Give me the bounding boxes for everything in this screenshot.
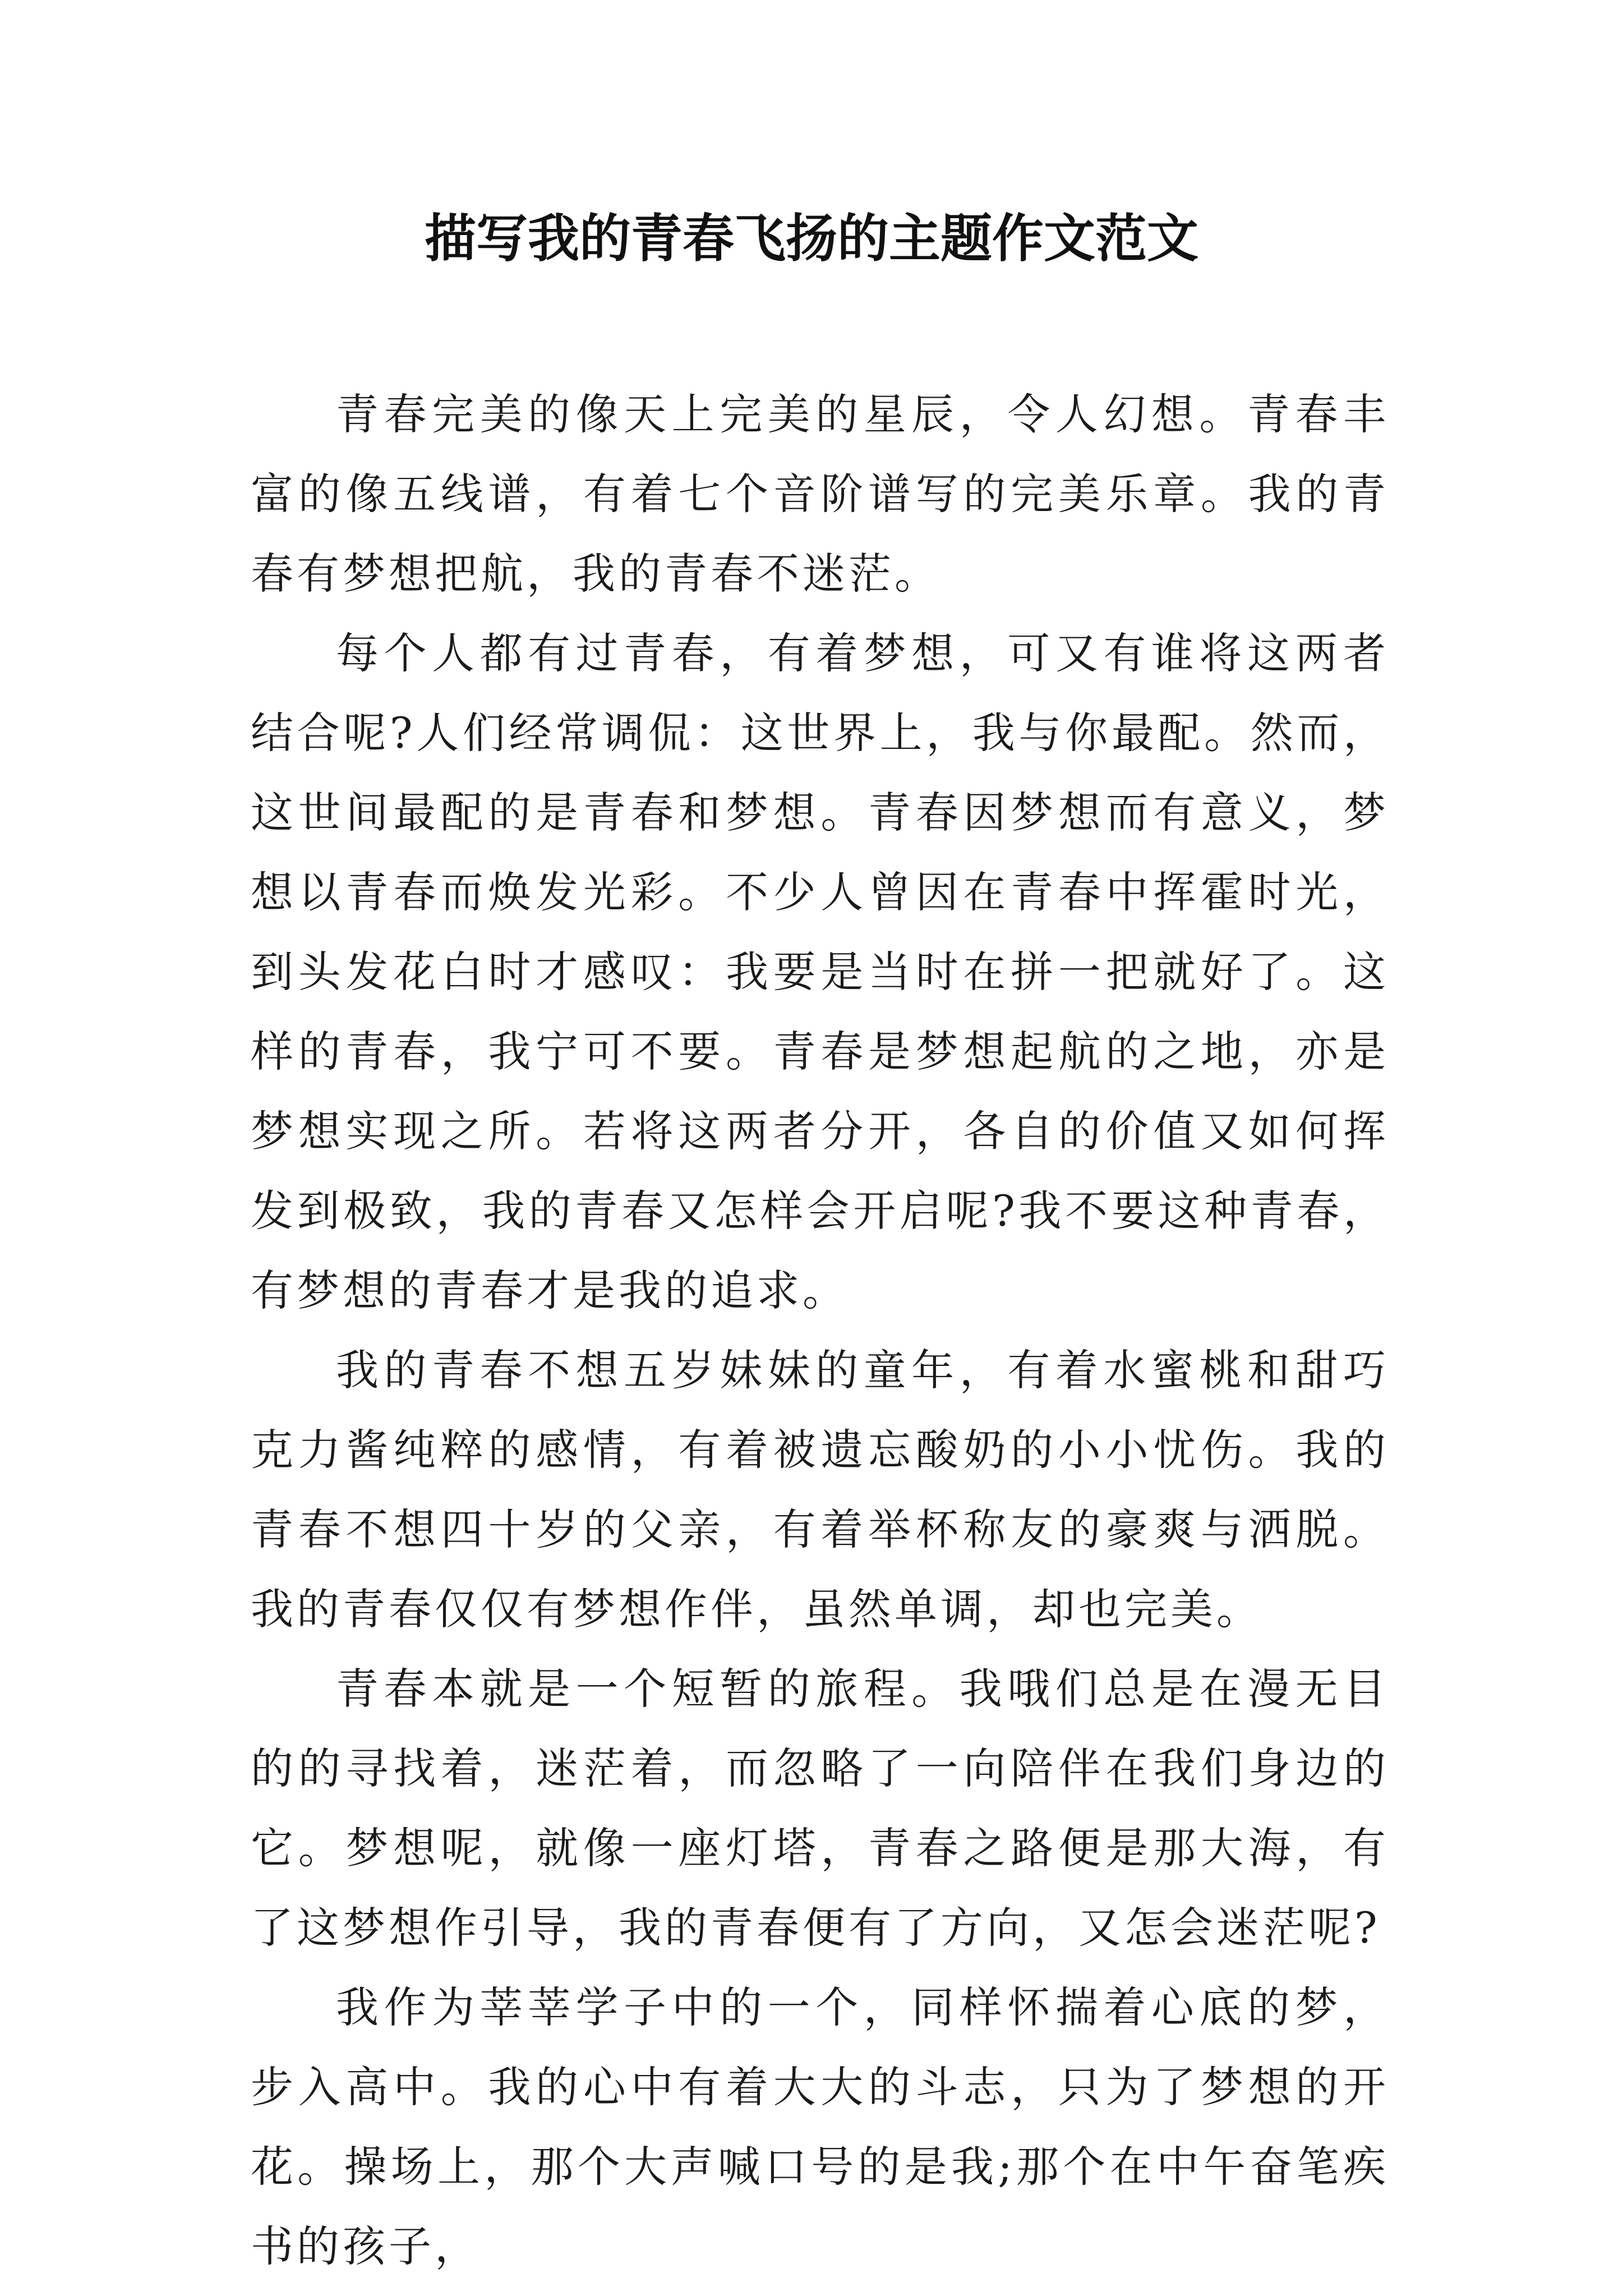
document-title: 描写我的青春飞扬的主题作文范文 xyxy=(424,208,1198,269)
document-body xyxy=(251,375,1389,2286)
paragraph-5: 我作为莘莘学子中的一个，同样怀揣着心底的梦，步入高中。我的心中有着大大的斗志，只为了梦想的开花。操场上，那个大声喊口号的是我;那个在中午奋笔疾书的孩子， xyxy=(251,1982,1389,2271)
paragraph-3: 我的青春不想五岁妹妹的童年，有着水蜜桃和甜巧克力酱纯粹的感情，有着被遗忘酸奶的小小忧伤。我的青春不想四十岁的父亲，有着举杯称友的豪爽与洒脱。我的青春仅仅有梦想作伴，虽然单调，却也完美。 xyxy=(251,1345,1389,1634)
paragraph-4: 青春本就是一个短暂的旅程。我哦们总是在漫无目的的寻找着，迷茫着，而忽略了一向陪伴在我们身边的它。梦想呢，就像一座灯塔，青春之路便是那大海，有了这梦想作引导，我的青春便有了方向，又怎会迷茫呢? xyxy=(251,1664,1389,1953)
paragraph-1: 青春完美的像天上完美的星辰，令人幻想。青春丰富的像五线谱，有着七个音阶谱写的完美乐章。我的青春有梦想把航，我的青春不迷茫。 xyxy=(251,389,1389,599)
paragraph-2: 每个人都有过青春，有着梦想，可又有谁将这两者结合呢?人们经常调侃：这世界上，我与你最配。然而，这世间最配的是青春和梦想。青春因梦想而有意义，梦想以青春而焕发光彩。不少人曾因在青春中挥霍时光，到头发花白时才感叹：我要是当时在拼一把就好了。这样的青春，我宁可不要。青春是梦想起航的之地，亦是梦想实现之所。若将这两者分开，各自的价值又如何挥发到极致，我的青春又怎样会开启呢?我不要这种青春，有梦想的青春才是我的追求。 xyxy=(251,628,1389,1315)
